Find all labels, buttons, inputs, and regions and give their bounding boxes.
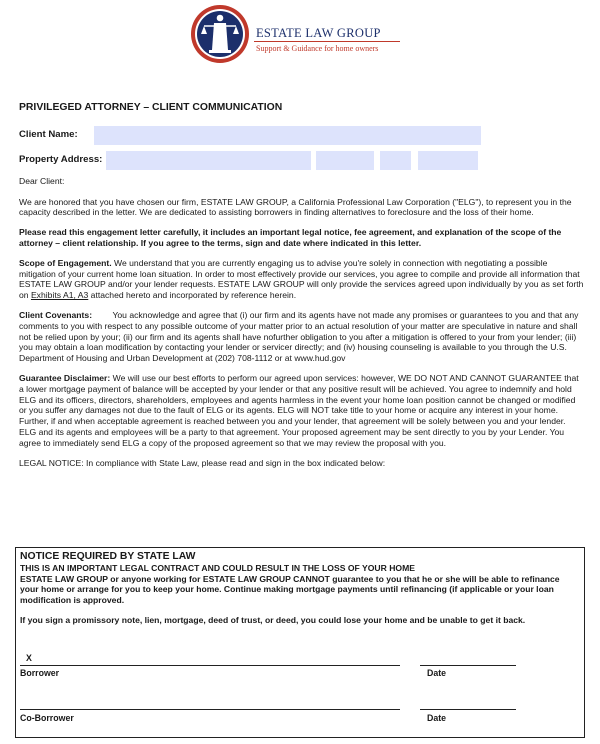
property-address-street-field[interactable] (106, 151, 311, 170)
covenants-label: Client Covenants: (19, 309, 93, 320)
letter-body (19, 103, 585, 477)
coborrower-label: Co-Borrower (20, 713, 74, 723)
logo-divider (254, 41, 400, 42)
property-address-city-field[interactable] (316, 151, 374, 170)
state-law-notice-box (15, 547, 585, 738)
logo-firm-name: ESTATE LAW GROUP (256, 26, 381, 40)
property-address-row (19, 151, 585, 170)
estate-law-group-logo (190, 4, 405, 66)
notice-line-contract: THIS IS AN IMPORTANT LEGAL CONTRACT AND COULD RESULT IN THE LOSS OF YOUR HOME (20, 563, 415, 573)
coborrower-date-label: Date (427, 713, 447, 723)
signature-x-mark: X (26, 653, 32, 663)
covenants-paragraph (19, 310, 585, 364)
borrower-date-label: Date (427, 668, 447, 678)
disclaimer-text: We will use our best efforts to perform our agreed upon services: however, WE DO NOT AND CANNOT GUARANTEE that a lower mortgage payment of balance will be accepted by your lender or that any positive result will be achieved. You agree to indemnify and hold ELG and its officers, directors, shareholders, employees and agents harmless in the event your home loan position cannot be changed or modified or you suffer any damages not due to the fault of ELG or its agents. ELG will NOT take title to your home or acquire any interest in your home. Further, if and when acceptable agreement is reached between you and your lender, that agreement will be solely between you and your lender. ELG and its agents and employees will be a party to that agreement. Your proposed agreement may be sent directly to you by your Lender. You agree to immediately send ELG a copy of the proposed agreement so that we may review the proposal with you. (19, 372, 579, 448)
notice-title: NOTICE REQUIRED BY STATE LAW (20, 551, 196, 562)
logo-tagline: Support & Guidance for home owners (256, 44, 379, 53)
borrower-date-line[interactable] (420, 665, 516, 666)
lady-justice-seal-icon (190, 4, 250, 64)
scope-paragraph (19, 258, 585, 301)
covenants-text: You acknowledge and agree that (i) our firm and its agents have not made any promises or guarantees to you and that any comments to you with respect to any possible outcome of your matter prior to an actual resolution of your matter are speculative in nature and shall not be relied upon by your; (ii) our firm and its agents shall have nofurther obligation to you after a mitigation is offered to your from your lender; (iii) you may obtain a loan modification by contacting your lender or servicer directly; and (iv) housing counseling is available to you through the U.S. Department of Housing and Urban Development at (202) 708-1112 or at www.hud.gov (19, 309, 579, 364)
client-name-label: Client Name: (19, 128, 78, 140)
disclaimer-paragraph (19, 373, 585, 449)
notice-line-guarantee: ESTATE LAW GROUP or anyone working for ESTATE LAW GROUP CANNOT guarantee to you that he or she will be able to refinance your home or arrange for you to keep your home. Continue making mortgage payments until refinancing (if applicable or your loan modification is approved. (20, 573, 560, 605)
scope-text: We understand that you are currently engaging us to advise you're solely in connection with negotiating a possible mitigation of your current home loan situation. In order to most effectively provide our services, you agree to compile and provide all information that ESTATE LAW GROUP and/or your lender requests. ESTATE LAW GROUP will only provide the services agreed upon individually by you as set forth on (19, 257, 584, 301)
client-name-field[interactable] (94, 126, 481, 145)
disclaimer-label: Guarantee Disclaimer: (19, 372, 111, 383)
borrower-label: Borrower (20, 668, 60, 678)
scope-label: Scope of Engagement. (19, 257, 112, 268)
property-address-label: Property Address: (19, 153, 103, 165)
exhibits-link[interactable]: Exhibits A1, A3 (30, 290, 89, 301)
property-address-zip-field[interactable] (418, 151, 478, 170)
legal-notice-line: LEGAL NOTICE: In compliance with State Law, please read and sign in the box indicated below: (19, 457, 386, 468)
coborrower-signature-line[interactable] (20, 709, 400, 710)
notice-line-promissory: If you sign a promissory note, lien, mortgage, deed of trust, or deed, you could lose your home and be unable to get it back. (20, 615, 526, 626)
coborrower-date-line[interactable] (420, 709, 516, 710)
scope-text-end: attached hereto and incorporated by reference herein. (90, 290, 297, 301)
salutation: Dear Client: (19, 175, 65, 186)
read-notice-paragraph: Please read this engagement letter carefully, it includes an important legal notice, fee agreement, and explanation of the scope of the attorney – client relationship. If you agree to the terms, sign and date where indicated in this letter. (19, 227, 562, 248)
intro-paragraph: We are honored that you have chosen our firm, ESTATE LAW GROUP, a California Professional Law Corporation ("ELG"), to represent you in the capacity described in the letter. We are dedicated to assisting borrowers in finding alternatives to foreclosure and the loss of their home. (19, 196, 572, 218)
letter-heading: PRIVILEGED ATTORNEY – CLIENT COMMUNICATION (19, 102, 283, 113)
client-name-row (19, 126, 585, 145)
borrower-signature-line[interactable] (20, 665, 400, 666)
property-address-state-field[interactable] (380, 151, 411, 170)
